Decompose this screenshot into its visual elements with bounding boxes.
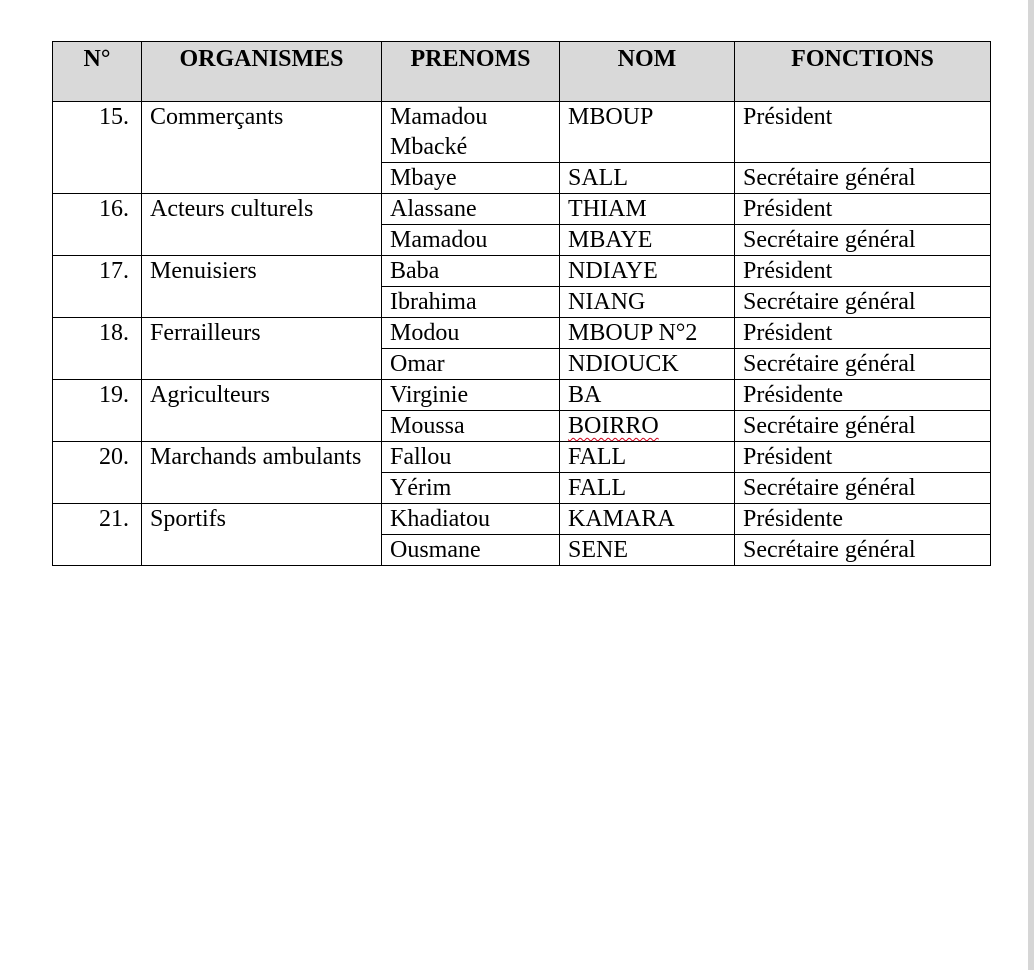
nom-cell: SALL [560,163,735,194]
fonction-cell: Secrétaire général [735,287,991,318]
fonction-cell: Présidente [735,504,991,535]
prenom-cell: Omar [382,349,560,380]
table-row [53,256,991,287]
header-prenoms: PRENOMS [382,42,560,102]
organisme-cell: Ferrailleurs [142,318,382,380]
fonction-cell: Président [735,318,991,349]
page-edge [1028,0,1034,970]
row-number: 19. [53,380,142,442]
spell-check-flagged-word: BOIRRO [568,413,659,439]
fonction-cell: Président [735,194,991,225]
prenom-cell [382,102,560,163]
nom-cell: BA [560,380,735,411]
header-row [53,42,991,102]
fonction-cell: Président [735,256,991,287]
row-number: 15. [53,102,142,194]
nom-cell: MBOUP [560,102,735,163]
organisme-cell: Marchands ambulants [142,442,382,504]
prenom-cell: Modou [382,318,560,349]
header-fonctions: FONCTIONS [735,42,991,102]
nom-cell: NDIOUCK [560,349,735,380]
prenom-cell: Moussa [382,411,560,442]
row-number: 16. [53,194,142,256]
nom-cell: SENE [560,535,735,566]
prenom-cell: Ibrahima [382,287,560,318]
nom-cell: THIAM [560,194,735,225]
table-row [53,442,991,473]
prenom-cell: Virginie [382,380,560,411]
organisme-cell: Commerçants [142,102,382,194]
organisme-cell: Agriculteurs [142,380,382,442]
table-row [53,380,991,411]
prenom-cell: Baba [382,256,560,287]
prenom-cell: Khadiatou [382,504,560,535]
organisme-cell: Menuisiers [142,256,382,318]
fonction-cell: Secrétaire général [735,473,991,504]
fonction-cell: Président [735,102,991,163]
fonction-cell: Secrétaire général [735,225,991,256]
row-number: 17. [53,256,142,318]
header-organismes: ORGANISMES [142,42,382,102]
row-number: 21. [53,504,142,566]
nom-cell: MBOUP N°2 [560,318,735,349]
fonction-cell: Secrétaire général [735,163,991,194]
fonction-cell: Président [735,442,991,473]
table-row [53,194,991,225]
row-number: 20. [53,442,142,504]
nom-cell: FALL [560,442,735,473]
prenom-cell: Fallou [382,442,560,473]
fonction-cell: Présidente [735,380,991,411]
prenom-cell: Alassane [382,194,560,225]
nom-cell: FALL [560,473,735,504]
prenom-cell: Ousmane [382,535,560,566]
fonction-cell: Secrétaire général [735,535,991,566]
prenom-cell: Mamadou [382,225,560,256]
header-nom: NOM [560,42,735,102]
table-row [53,504,991,535]
nom-cell: KAMARA [560,504,735,535]
nom-cell: NDIAYE [560,256,735,287]
nom-cell: NIANG [560,287,735,318]
fonction-cell: Secrétaire général [735,411,991,442]
officers-table [52,41,991,566]
nom-cell [560,411,735,442]
row-number: 18. [53,318,142,380]
prenom-cell: Yérim [382,473,560,504]
organisme-cell: Acteurs culturels [142,194,382,256]
nom-cell: MBAYE [560,225,735,256]
prenom-text: Mamadou Mbacké [390,104,488,160]
header-num: N° [53,42,142,102]
table-row [53,318,991,349]
fonction-cell: Secrétaire général [735,349,991,380]
table-row [53,102,991,163]
organisme-cell: Sportifs [142,504,382,566]
prenom-cell: Mbaye [382,163,560,194]
